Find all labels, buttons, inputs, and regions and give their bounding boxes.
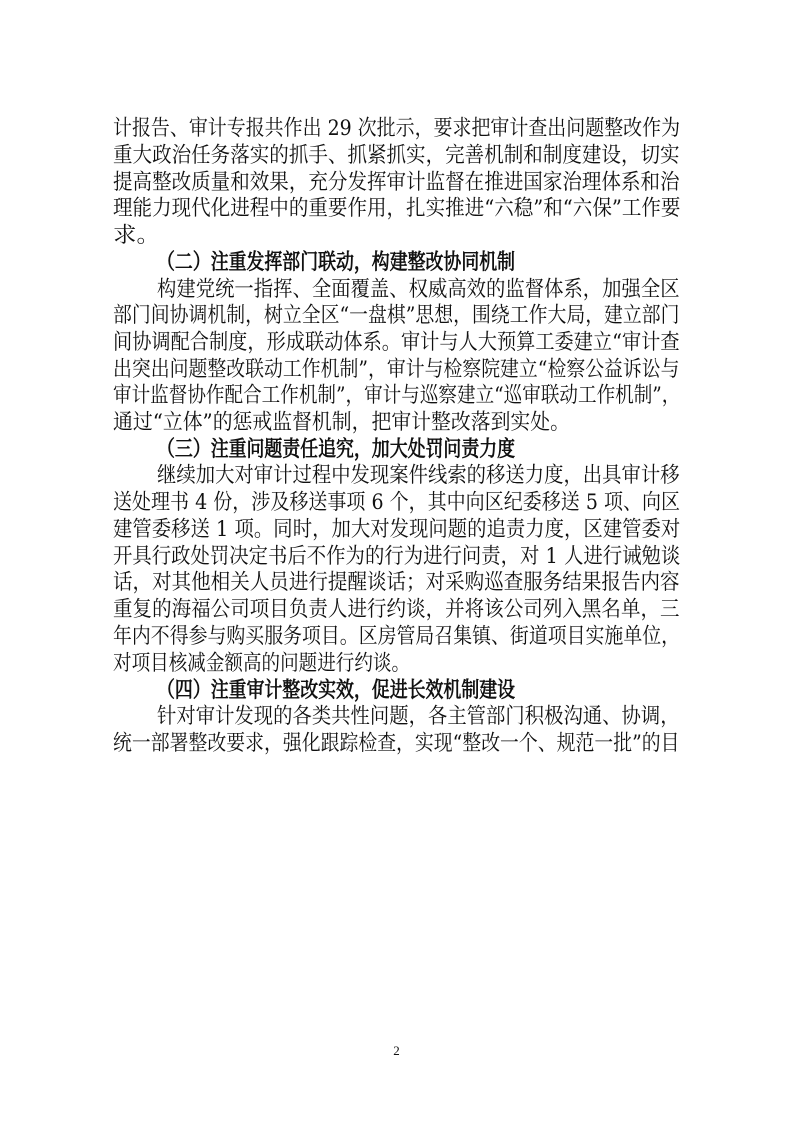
section-heading: （二）注重发挥部门联动，构建整改协同机制 [157,250,516,275]
paragraph-line: 提高整改质量和效果，充分发挥审计监督在推进国家治理体系和治 [113,170,680,195]
paragraph-line: 构建党统一指挥、全面覆盖、权威高效的监督体系，加强全区 [157,277,680,302]
page-number: 2 [393,1043,400,1058]
section-heading: （四）注重审计整改实效，促进长效机制建设 [157,678,516,703]
paragraph-line: 建管委移送 1 项。同时，加大对发现问题的追责力度，区建管委对 [113,517,681,542]
paragraph-line: 针对审计发现的各类共性问题，各主管部门积极沟通、协调， [157,704,680,729]
paragraph-line: 送处理书 4 份，涉及移送事项 6 个，其中向区纪委移送 5 项、向区 [113,490,681,515]
paragraph-line: 审计监督协作配合工作机制”，审计与巡察建立“巡审联动工作机制”， [113,383,681,408]
paragraph-line: 重复的海福公司项目负责人进行约谈，并将该公司列入黑名单，三 [113,597,680,622]
paragraph-line: 通过“立体”的惩戒监督机制，把审计整改落到实处。 [113,410,570,435]
paragraph-line: 统一部署整改要求，强化跟踪检查，实现“整改一个、规范一批”的目 [113,731,680,756]
paragraph-line: 部门间协调机制，树立全区“一盘棋”思想，围绕工作大局，建立部门 [113,303,680,328]
paragraph-line: 话，对其他相关人员进行提醒谈话；对采购巡查服务结果报告内容 [113,570,680,595]
paragraph-line: 间协调配合制度，形成联动体系。审计与人大预算工委建立“审计查 [113,330,680,355]
paragraph-line: 年内不得参与购买服务项目。区房管局召集镇、街道项目实施单位， [113,624,681,649]
section-heading: （三）注重问题责任追究，加大处罚问责力度 [157,437,516,462]
paragraph-line: 理能力现代化进程中的重要作用，扎实推进“六稳”和“六保”工作要 [113,196,681,221]
paragraph-line: 重大政治任务落实的抓手、抓紧抓实，完善机制和制度建设，切实 [113,143,680,168]
paragraph-line: 出突出问题整改联动工作机制”，审计与检察院建立“检察公益诉讼与 [113,357,680,382]
paragraph-line: 对项目核减金额高的问题进行约谈。 [113,651,411,676]
paragraph-line: 继续加大对审计过程中发现案件线索的移送力度，出具审计移 [157,463,680,488]
paragraph-line: 计报告、审计专报共作出 29 次批示，要求把审计查出问题整改作为 [113,116,681,141]
paragraph-line: 求。 [113,223,161,248]
paragraph-line: 开具行政处罚决定书后不作为的行为进行问责，对 1 人进行诫勉谈 [113,544,681,569]
